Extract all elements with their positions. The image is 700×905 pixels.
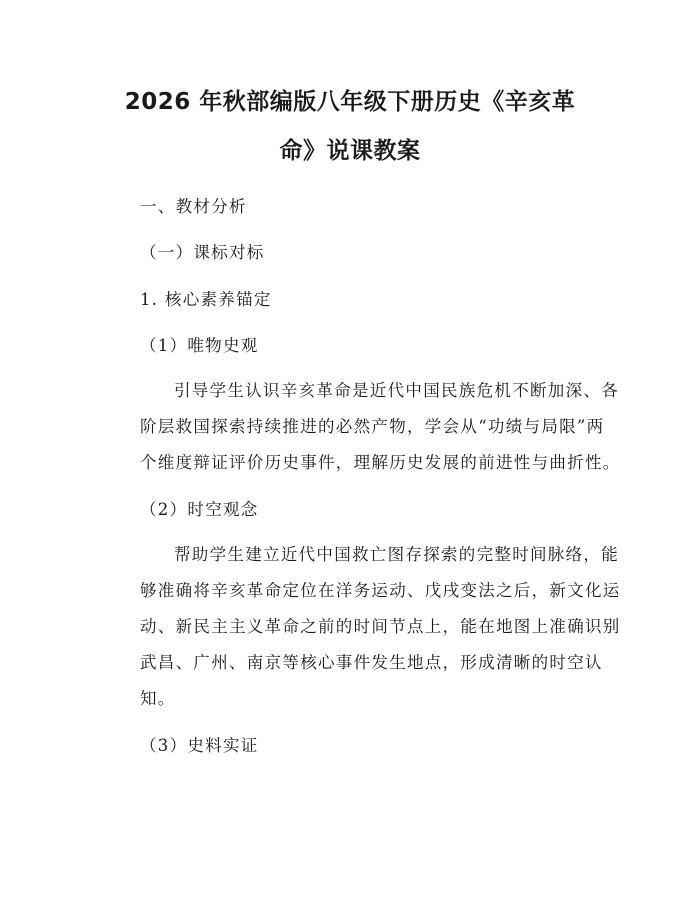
document-title-line2: 命》说课教案 <box>279 138 421 164</box>
paragraph-historical-materialism <box>140 373 621 481</box>
subsection-heading-curriculum-standards: （一）课标对标 <box>140 243 265 262</box>
paragraph-line: 知。 <box>140 689 176 708</box>
paragraph-spatiotemporal-concept <box>140 537 621 717</box>
sub-heading-spatiotemporal-concept: （2）时空观念 <box>140 500 259 519</box>
paragraph-line: 武昌、广州、南京等核心事件发生地点，形成清晰的时空认 <box>140 653 603 672</box>
sub-heading-historical-evidence: （3）史料实证 <box>140 736 259 755</box>
item-heading-core-literacy: 1. 核心素养锚定 <box>140 290 272 309</box>
section-heading-textbook-analysis: 一、教材分析 <box>140 197 247 216</box>
paragraph-line: 引导学生认识辛亥革命是近代中国民族危机不断加深、各 <box>174 381 619 400</box>
document-title-line1: 2026 年秋部编版八年级下册历史《辛亥革 <box>124 89 576 115</box>
paragraph-line: 够准确将辛亥革命定位在洋务运动、戊戌变法之后，新文化运 <box>140 581 621 600</box>
paragraph-line: 帮助学生建立近代中国救亡图存探索的完整时间脉络，能 <box>174 545 619 564</box>
paragraph-line: 动、新民主主义革命之前的时间节点上，能在地图上准确识别 <box>140 617 621 636</box>
paragraph-line: 阶层救国探索持续推进的必然产物，学会从“功绩与局限”两 <box>140 417 605 436</box>
sub-heading-historical-materialism: （1）唯物史观 <box>140 336 259 355</box>
paragraph-line: 个维度辩证评价历史事件，理解历史发展的前进性与曲折性。 <box>140 453 621 472</box>
